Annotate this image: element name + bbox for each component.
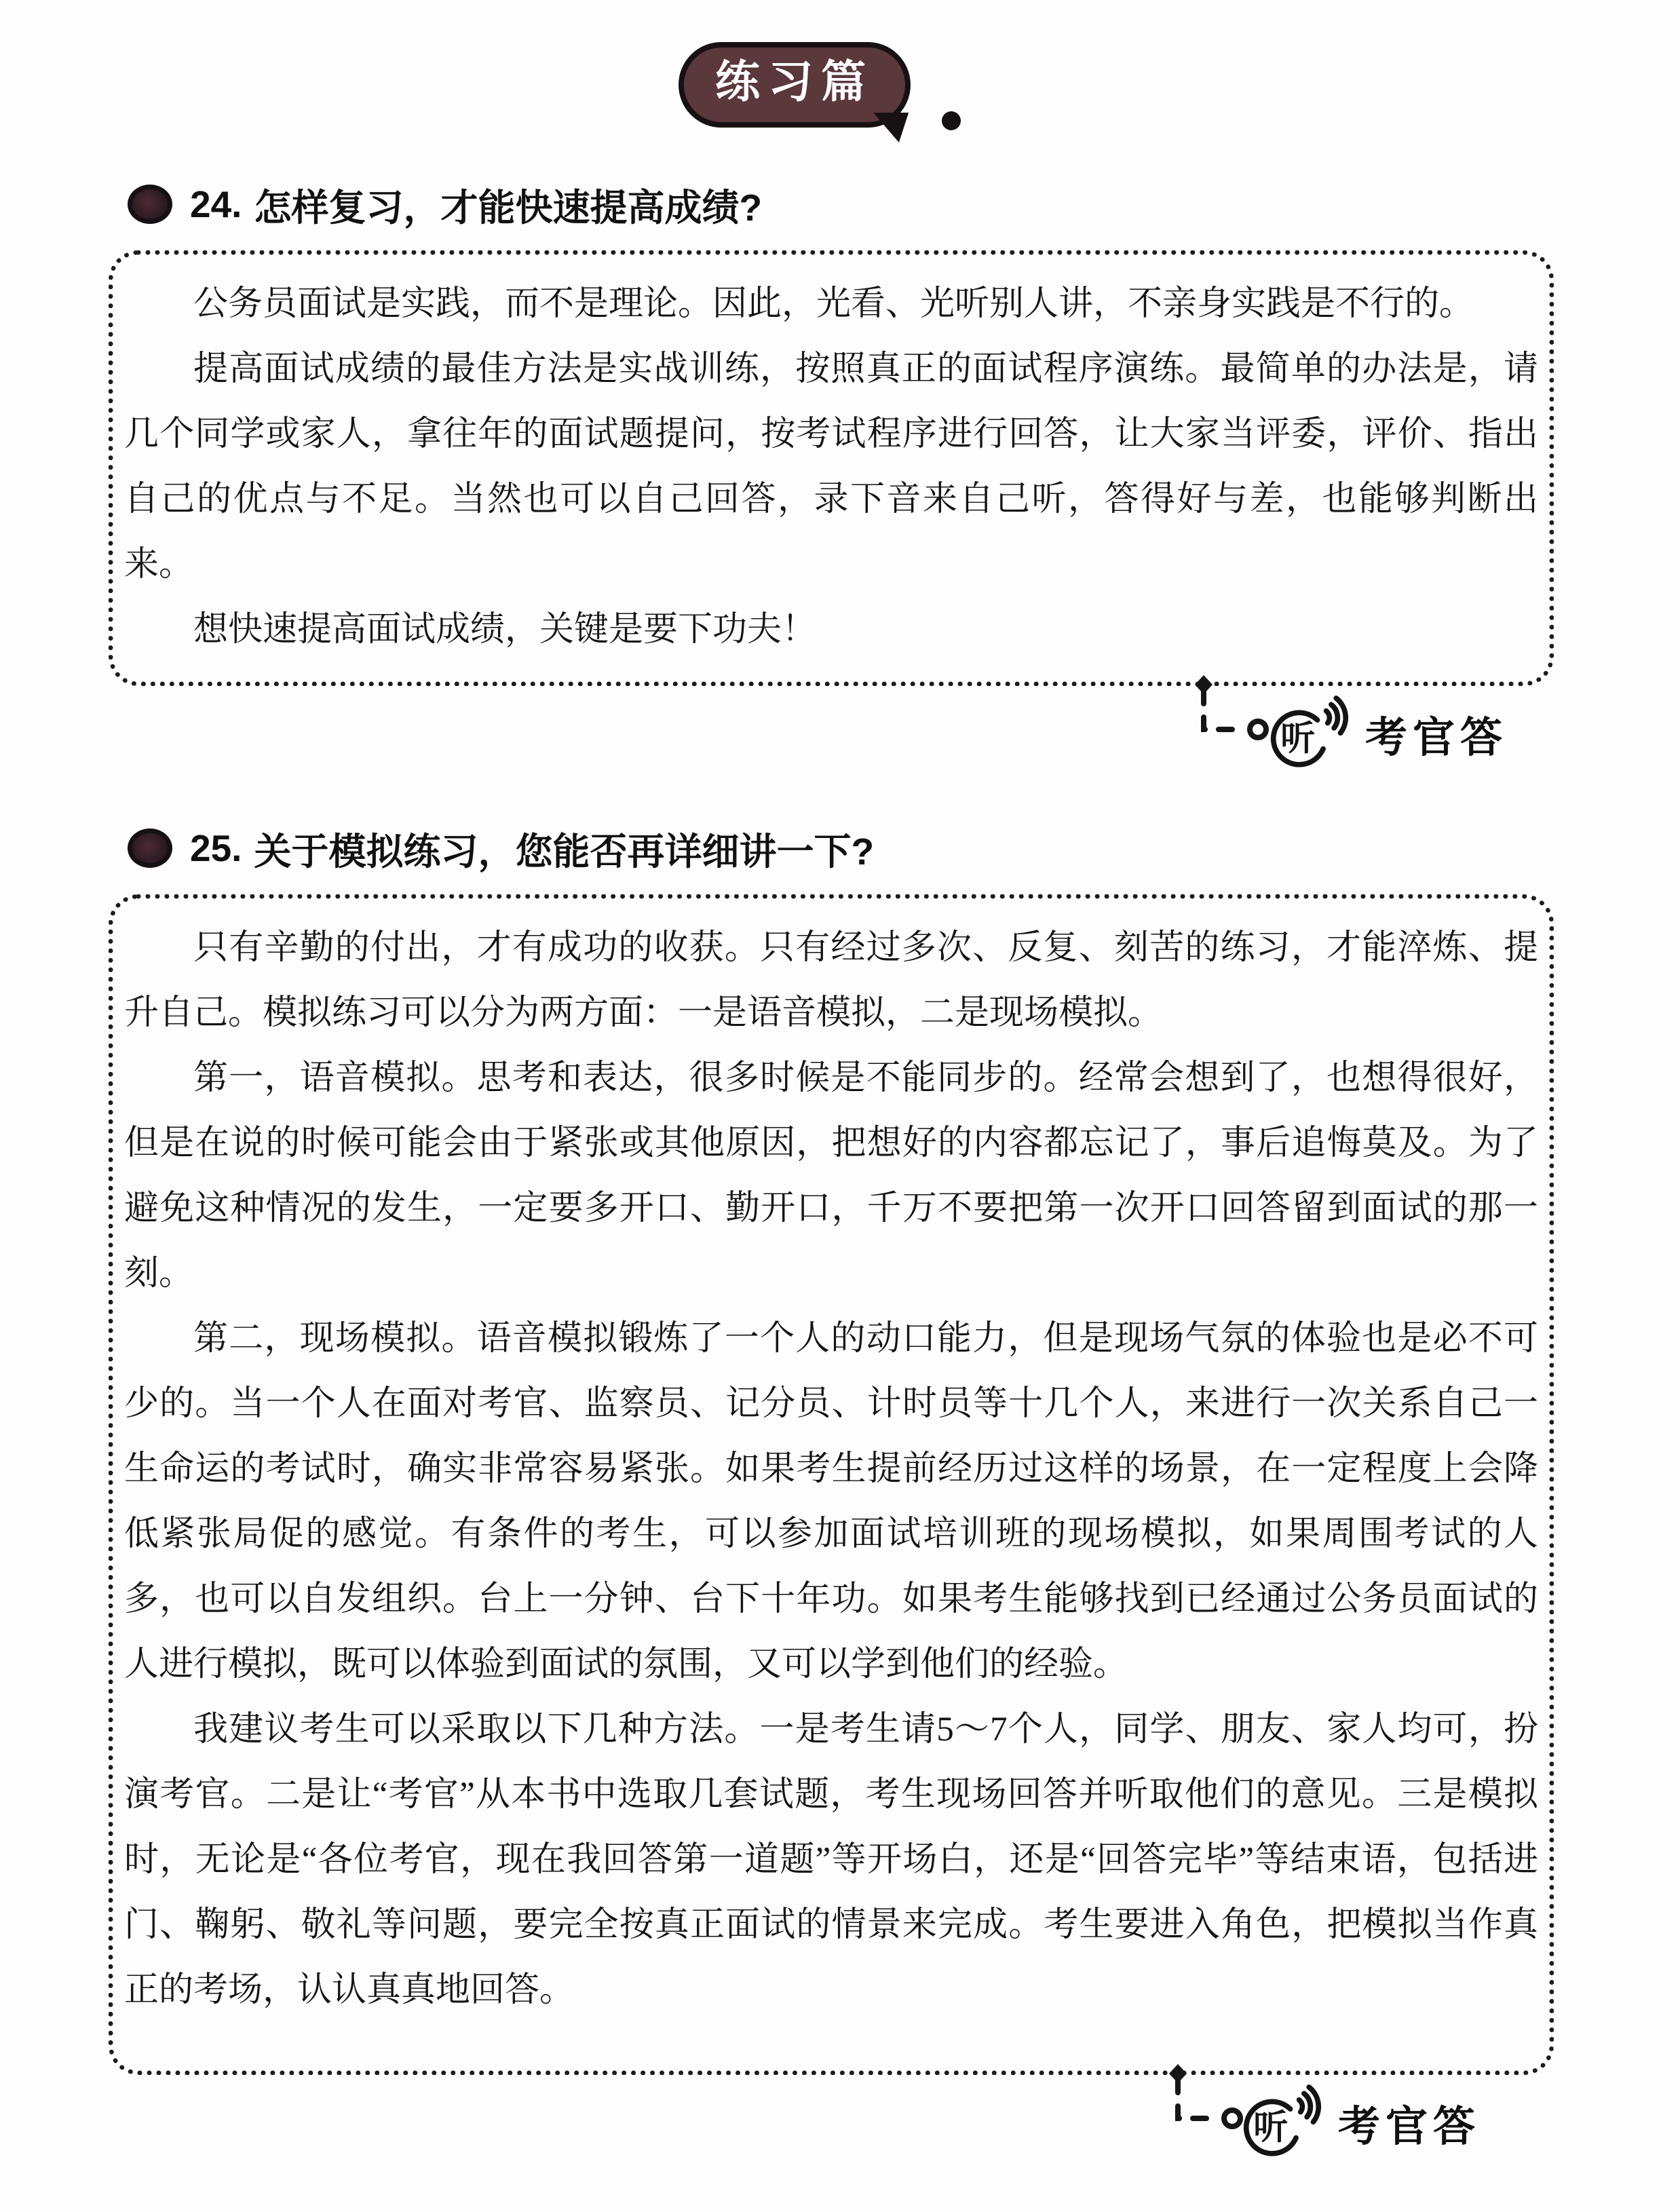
bullet-icon: [128, 828, 172, 868]
answer-24-paragraph-3: 想快速提高面试成绩，关键是要下功夫！: [193, 610, 817, 649]
listen-examiner-answer-button[interactable]: [1235, 2075, 1481, 2165]
answer-25-paragraph-1: 只有辛勤的付出，才有成功的收获。只有经过多次、反复、刻苦的练习，才能淬炼、提升自己。模拟练习可以分为两方面：一是语音模拟，二是现场模拟。: [124, 928, 1538, 1032]
question-24-title: 怎样复习，才能快速提高成绩?: [254, 186, 763, 229]
listen-row-25: [109, 2075, 1554, 2160]
listen-audio-icon: [1235, 2078, 1327, 2165]
answer-24-paragraph-2: 提高面试成绩的最佳方法是实战训练，按照真正的面试程序演练。最简单的办法是，请几个同学或家人，拿往年的面试题提问，按考试程序进行回答，让大家当评委，评价、指出自己的优点与不足。当然也可以自己回答，录下音来自己听，答得好与差，也能够判断出来。: [124, 349, 1538, 584]
answer-box-24: [109, 250, 1554, 686]
answer-24-paragraph-1: 公务员面试是实践，而不是理论。因此，光看、光听别人讲，不亲身实践是不行的。: [193, 284, 1474, 323]
question-24-number: 24.: [190, 183, 242, 226]
page-header: [0, 0, 1660, 128]
answer-25-paragraph-2: 第一，语音模拟。思考和表达，很多时候是不能同步的。经常会想到了，也想得很好，但是在说的时候可能会由于紧张或其他原因，把想好的内容都忘记了，事后追悔莫及。为了避免这种情况的发生，一定要多开口、勤开口，千万不要把第一次开口回答留到面试的那一刻。: [124, 1059, 1538, 1293]
question-25-heading: [128, 822, 1554, 875]
listen-character: 听: [1253, 2108, 1288, 2147]
listen-examiner-answer-button[interactable]: [1262, 686, 1508, 776]
question-24-heading: [128, 178, 1554, 231]
question-25-block: [0, 822, 1680, 2160]
section-badge: [679, 42, 911, 128]
question-25-number: 25.: [190, 827, 242, 870]
listen-row-24: [109, 686, 1554, 771]
listen-label: 考官答: [1338, 2103, 1481, 2150]
answer-25-paragraph-3: 第二，现场模拟。语音模拟锻炼了一个人的动口能力，但是现场气氛的体验也是必不可少的。当一个人在面对考官、监察员、记分员、计时员等十几个人，来进行一次关系自己一生命运的考试时，确实非常容易紧张。如果考生提前经历过这样的场景，在一定程度上会降低紧张局促的感觉。有条件的考生，可以参加面试培训班的现场模拟，如果周围考试的人多，也可以自发组织。台上一分钟、台下十年功。如果考生能够找到已经通过公务员面试的人进行模拟，既可以体验到面试的氛围，又可以学到他们的经验。: [124, 1319, 1538, 1683]
badge-tail-dot: [942, 111, 961, 130]
section-badge-label: 练习篇: [715, 56, 874, 107]
bullet-icon: [128, 185, 172, 224]
listen-label: 考官答: [1365, 714, 1508, 761]
question-25-title: 关于模拟练习，您能否再详细讲一下?: [254, 830, 875, 873]
answer-25-paragraph-4: 我建议考生可以采取以下几种方法。一是考生请5～7个人，同学、朋友、家人均可，扮演考官。二是让“考官”从本书中选取几套试题，考生现场回答并听取他们的意见。三是模拟时，无论是“各位考官，现在我回答第一道题”等开场白，还是“回答完毕”等结束语，包括进门、鞠躬、敬礼等问题，要完全按真正面试的情景来完成。考生要进入角色，把模拟当作真正的考场，认认真真地回答。: [124, 1710, 1538, 2009]
listen-character: 听: [1280, 719, 1316, 758]
listen-audio-icon: [1262, 689, 1354, 776]
answer-box-25: [109, 894, 1554, 2075]
question-24-block: [0, 178, 1680, 771]
